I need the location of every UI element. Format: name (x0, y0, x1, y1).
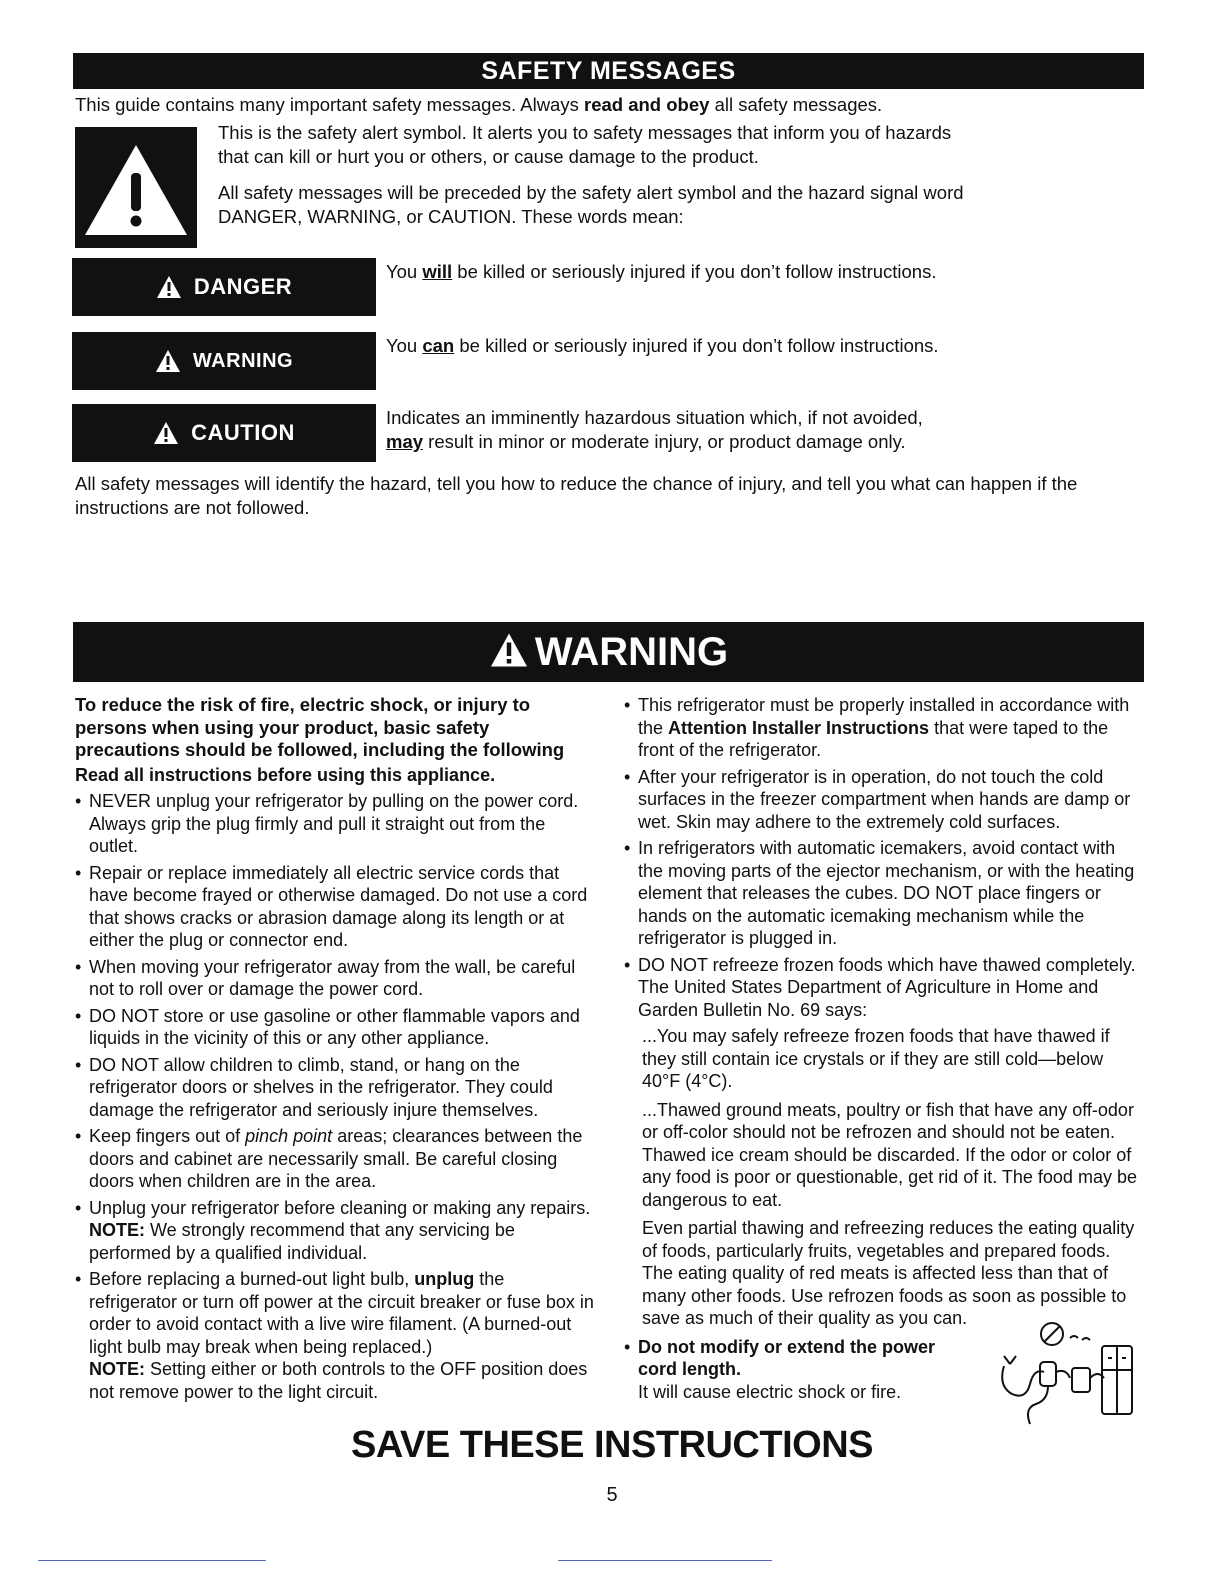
alert-symbol-description: This is the safety alert symbol. It alerts you to safety messages that inform you of hazards that can kill or hurt you or others, or cause damage to the product. (218, 122, 952, 167)
page-number: 5 (606, 1484, 618, 1506)
intro-text: This guide contains many important safety messages. Always read and obey all safety messages. (75, 94, 883, 115)
right-precautions-list (624, 694, 1144, 1021)
precautions-heading: To reduce the risk of fire, electric shock, or injury to persons when using your product, basic safety precautions should be followed, including the following (75, 694, 565, 760)
usda-quote-1: ...You may safely refreeze frozen foods that have thawed if they still contain ice crystals or if they are still cold—below 40°F (4°C). (642, 1026, 1110, 1091)
safety-alert-triangle-icon (75, 127, 197, 248)
list-item: • After your refrigerator is in operation, do not touch the cold surfaces in the freezer compartment when hands are damp or wet. Skin may adhere to the extremely cold surfaces. (624, 766, 1144, 834)
warning-label-text: WARNING (192, 349, 294, 372)
usda-quote-2: ...Thawed ground meats, poultry or fish that have any off-odor or off-color should not be refrozen and should not be eaten. Thawed ice cream should be discarded. If the odor or color of any food is poor or questionable, get rid of it. The food may be dangerous to eat. (642, 1099, 1137, 1210)
right-column (624, 694, 1144, 1407)
warning-description: You can be killed or seriously injured if you don’t follow instructions. (386, 335, 939, 356)
warning-header-text: WARNING (534, 630, 729, 674)
caution-label (72, 404, 376, 462)
save-these-instructions-title: SAVE THESE INSTRUCTIONS (351, 1424, 873, 1466)
partial-thawing-note: Even partial thawing and refreezing reduces the eating quality of foods, particularly fruits, vegetables and prepared foods. The eating quality of red meats is affected less than that of many other foods. Use refrozen foods as soon as possible to save as much of their quality as you can. (642, 1218, 1135, 1328)
danger-description: You will be killed or seriously injured if you don’t follow instructions. (386, 261, 937, 282)
list-item: • DO NOT store or use gasoline or other flammable vapors and liquids in the vicinity of this or any other appliance. (75, 1005, 595, 1050)
list-item: • Before replacing a burned-out light bulb, unplug the refrigerator or turn off power at the circuit breaker or fuse box in order to avoid contact with a live wire filament. (A burned-out light bulb may break when being replaced.) NOTE: Setting either or both controls to the OFF position does not remove power to the light circuit. (75, 1268, 595, 1403)
footer-rule (38, 1560, 266, 1561)
no-extension-cord-illustration (990, 1318, 1138, 1426)
safety-summary: All safety messages will identify the hazard, tell you how to reduce the chance of injury, and tell you what can happen if the instructions are not followed. (75, 473, 1078, 518)
warning-triangle-icon (489, 632, 529, 668)
list-item: • NEVER unplug your refrigerator by pulling on the power cord. Always grip the plug firmly and pull it straight out from the outlet. (75, 790, 595, 858)
list-item: • This refrigerator must be properly installed in accordance with the Attention Installer Instructions that were taped to the front of the refrigerator. (624, 694, 1144, 762)
caution-description: Indicates an imminently hazardous situation which, if not avoided, may result in minor or moderate injury, or product damage only. (386, 407, 923, 452)
list-item: • When moving your refrigerator away from the wall, be careful not to roll over or damage the power cord. (75, 956, 595, 1001)
list-item: • DO NOT refreeze frozen foods which have thawed completely. The United States Department of Agriculture in Home and Garden Bulletin No. 69 says: (624, 954, 1144, 1022)
warning-triangle-icon (155, 349, 181, 373)
left-precautions-list (75, 790, 595, 1403)
signal-word-description: All safety messages will be preceded by the safety alert symbol and the hazard signal word DANGER, WARNING, or CAUTION. These words mean: (218, 182, 964, 227)
list-item: • DO NOT allow children to climb, stand, or hang on the refrigerator doors or shelves in the refrigerator. They could damage the refrigerator and seriously injure themselves. (75, 1054, 595, 1122)
left-column (75, 694, 595, 1407)
list-item: • In refrigerators with automatic icemakers, avoid contact with the moving parts of the ejector mechanism, or with the heating element that releases the cubes. DO NOT place fingers or hands on the automatic icemaking mechanism while the refrigerator is plugged in. (624, 837, 1144, 950)
list-item: • Keep fingers out of pinch point areas; clearances between the doors and cabinet are necessarily small. Be careful closing doors when children are in the area. (75, 1125, 595, 1193)
danger-label-text: DANGER (193, 274, 293, 299)
read-all-instructions: Read all instructions before using this appliance. (75, 764, 496, 785)
list-item: • Unplug your refrigerator before cleaning or making any repairs. NOTE: We strongly recommend that any servicing be performed by a qualified individual. (75, 1197, 595, 1265)
danger-label (72, 258, 376, 316)
warning-label (72, 332, 376, 390)
warning-header (73, 622, 1144, 682)
footer-rule (558, 1560, 772, 1561)
list-item: • Repair or replace immediately all electric service cords that have become frayed or otherwise damaged. Do not use a cord that shows cracks or abrasion damage along its length or at either the plug or connector end. (75, 862, 595, 952)
warning-triangle-icon (156, 275, 182, 299)
warning-triangle-icon (153, 421, 179, 445)
caution-label-text: CAUTION (191, 420, 295, 445)
safety-messages-header: SAFETY MESSAGES (73, 53, 1144, 89)
list-item: • Do not modify or extend the power cord length. It will cause electric shock or fire. (624, 1336, 964, 1404)
cord-warning-list (624, 1336, 964, 1404)
